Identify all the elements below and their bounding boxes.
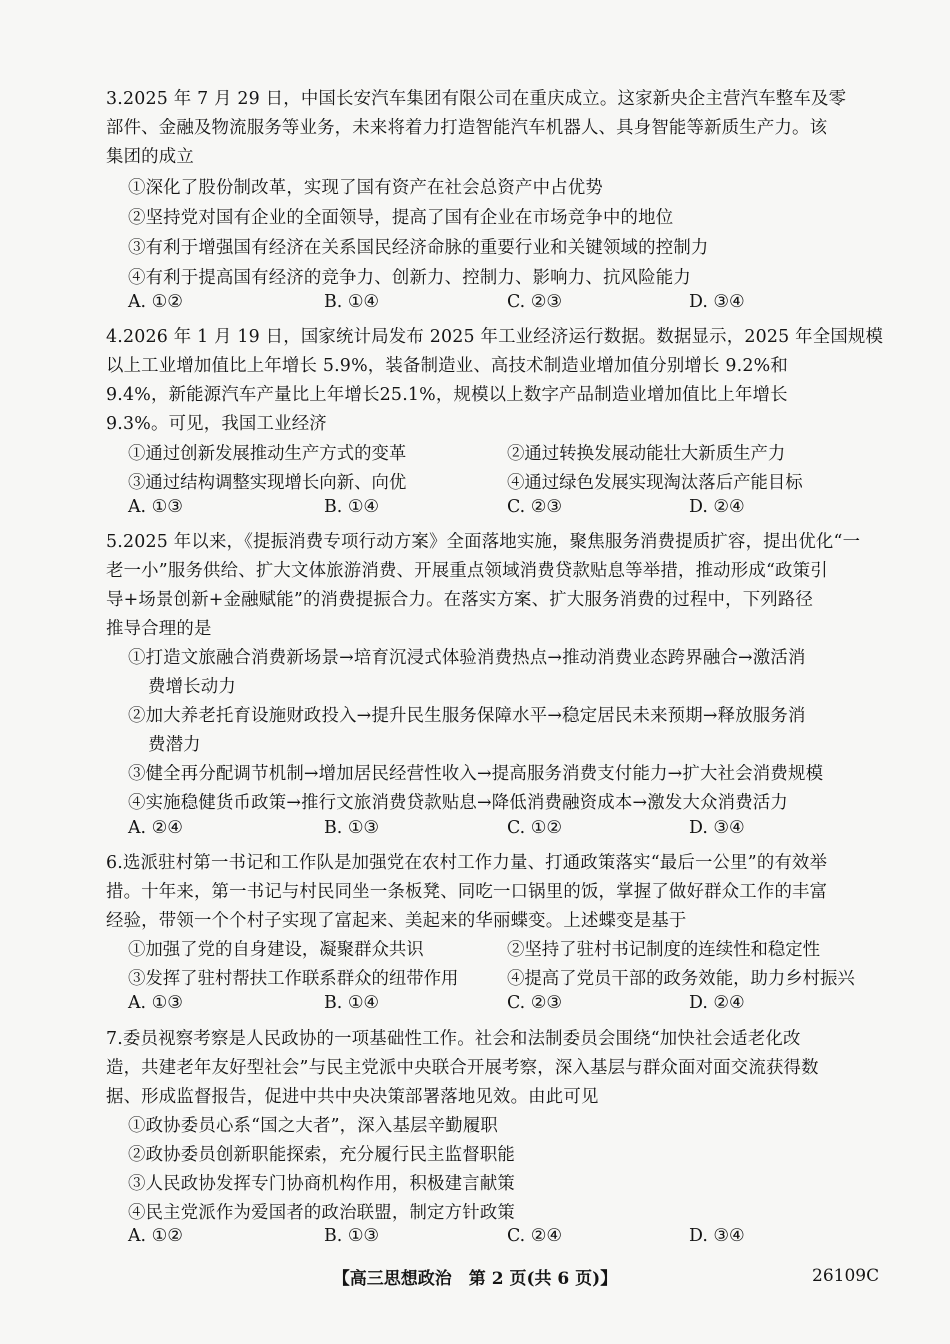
answer-choice-d: D. ③④ xyxy=(689,818,745,838)
option-item: ②加大养老托育设施财政投入→提升民生服务保障水平→稳定居民未来预期→释放服务消 xyxy=(128,706,806,726)
question-stem-line: 经验，带领一个个村子实现了富起来、美起来的华丽蝶变。上述蝶变是基于 xyxy=(106,911,687,931)
question-stem-line: 措。十年来，第一书记与村民同坐一条板凳、同吃一口锅里的饭，掌握了做好群众工作的丰富 xyxy=(106,882,828,902)
question-stem-line: 3.2025 年 7 月 29 日，中国长安汽车集团有限公司在重庆成立。这家新央企主营汽车整车及零 xyxy=(106,89,847,109)
question-stem-line: 导+场景创新+金融赋能”的消费提振合力。在落实方案、扩大服务消费的过程中，下列路径 xyxy=(106,590,814,610)
question-stem-line: 7.委员视察考察是人民政协的一项基础性工作。社会和法制委员会围绕“加快社会适老化改 xyxy=(106,1029,801,1049)
question-stem-line: 老一小”服务供给、扩大文体旅游消费、开展重点领域消费贷款贴息等举措，推动形成“政策引 xyxy=(106,561,828,581)
option-item: ③发挥了驻村帮扶工作联系群众的纽带作用 xyxy=(128,969,459,989)
page-footer-title: 【高三思想政治 第 2 页(共 6 页)】 xyxy=(332,1269,618,1289)
question-stem-line: 部件、金融及物流服务等业务，未来将着力打造智能汽车机器人、具身智能等新质生产力。该 xyxy=(106,118,828,138)
option-item: ①通过创新发展推动生产方式的变革 xyxy=(128,444,407,464)
answer-choice-a: A. ②④ xyxy=(128,818,183,838)
question-stem-line: 4.2026 年 1 月 19 日，国家统计局发布 2025 年工业经济运行数据。数据显示，2025 年全国规模 xyxy=(106,327,884,347)
answer-choice-c: C. ②③ xyxy=(507,993,562,1013)
option-item: ④民主党派作为爱国者的政治联盟，制定方针政策 xyxy=(128,1203,515,1223)
answer-choice-d: D. ③④ xyxy=(689,1226,745,1246)
option-item: ②政协委员创新职能探索，充分履行民主监督职能 xyxy=(128,1145,515,1165)
option-item: ④提高了党员干部的政务效能，助力乡村振兴 xyxy=(507,969,855,989)
answer-choice-b: B. ①③ xyxy=(324,818,380,838)
answer-choice-d: D. ②④ xyxy=(689,993,745,1013)
option-item: ③人民政协发挥专门协商机构作用，积极建言献策 xyxy=(128,1174,515,1194)
option-item: ④实施稳健货币政策→推行文旅消费贷款贴息→降低消费融资成本→激发大众消费活力 xyxy=(128,793,788,813)
question-stem-line: 以上工业增加值比上年增长 5.9%，装备制造业、高技术制造业增加值分别增长 9.2%和 xyxy=(106,356,788,376)
question-stem-line: 6.选派驻村第一书记和工作队是加强党在农村工作力量、打通政策落实“最后一公里”的有效举 xyxy=(106,853,828,873)
answer-choice-d: D. ③④ xyxy=(689,292,745,312)
answer-choice-c: C. ②④ xyxy=(507,1226,562,1246)
option-item: ④有利于提高国有经济的竞争力、创新力、控制力、影响力、抗风险能力 xyxy=(128,268,691,288)
option-item: ④通过绿色发展实现淘汰落后产能目标 xyxy=(507,473,803,493)
option-item: ③通过结构调整实现增长向新、向优 xyxy=(128,473,407,493)
option-item: ③健全再分配调节机制→增加居民经营性收入→提高服务消费支付能力→扩大社会消费规模 xyxy=(128,764,824,784)
answer-choice-b: B. ①④ xyxy=(324,292,380,312)
option-item: ③有利于增强国有经济在关系国民经济命脉的重要行业和关键领域的控制力 xyxy=(128,238,709,258)
answer-choice-c: C. ①② xyxy=(507,818,562,838)
question-stem-line: 集团的成立 xyxy=(106,147,194,167)
question-stem-line: 9.3%。可见，我国工业经济 xyxy=(106,414,327,434)
answer-choice-a: A. ①③ xyxy=(128,497,183,517)
question-stem-line: 9.4%，新能源汽车产量比上年增长25.1%，规模以上数字产品制造业增加值比上年增长 xyxy=(106,385,788,405)
answer-choice-c: C. ②③ xyxy=(507,497,562,517)
paper-code: 26109C xyxy=(812,1266,880,1286)
answer-choice-b: B. ①④ xyxy=(324,497,380,517)
question-stem-line: 推导合理的是 xyxy=(106,619,212,639)
answer-choice-c: C. ②③ xyxy=(507,292,562,312)
answer-choice-a: A. ①③ xyxy=(128,993,183,1013)
option-item: ①深化了股份制改革，实现了国有资产在社会总资产中占优势 xyxy=(128,178,603,198)
option-item: ①打造文旅融合消费新场景→培育沉浸式体验消费热点→推动消费业态跨界融合→激活消 xyxy=(128,648,806,668)
question-stem-line: 据、形成监督报告，促进中共中央决策部署落地见效。由此可见 xyxy=(106,1087,599,1107)
option-item-continuation: 费潜力 xyxy=(148,735,201,755)
option-item: ②通过转换发展动能壮大新质生产力 xyxy=(507,444,786,464)
option-item: ①政协委员心系“国之大者”，深入基层辛勤履职 xyxy=(128,1116,498,1136)
question-stem-line: 造，共建老年友好型社会”与民主党派中央联合开展考察，深入基层与群众面对面交流获得数 xyxy=(106,1058,819,1078)
option-item-continuation: 费增长动力 xyxy=(148,677,236,697)
answer-choice-a: A. ①② xyxy=(128,292,183,312)
option-item: ②坚持了驻村书记制度的连续性和稳定性 xyxy=(507,940,821,960)
answer-choice-a: A. ①② xyxy=(128,1226,183,1246)
option-item: ①加强了党的自身建设，凝聚群众共识 xyxy=(128,940,424,960)
answer-choice-b: B. ①④ xyxy=(324,993,380,1013)
option-item: ②坚持党对国有企业的全面领导，提高了国有企业在市场竞争中的地位 xyxy=(128,208,674,228)
answer-choice-d: D. ②④ xyxy=(689,497,745,517)
question-stem-line: 5.2025 年以来，《提振消费专项行动方案》全面落地实施，聚焦服务消费提质扩容，提出优化“一 xyxy=(106,532,861,552)
answer-choice-b: B. ①③ xyxy=(324,1226,380,1246)
